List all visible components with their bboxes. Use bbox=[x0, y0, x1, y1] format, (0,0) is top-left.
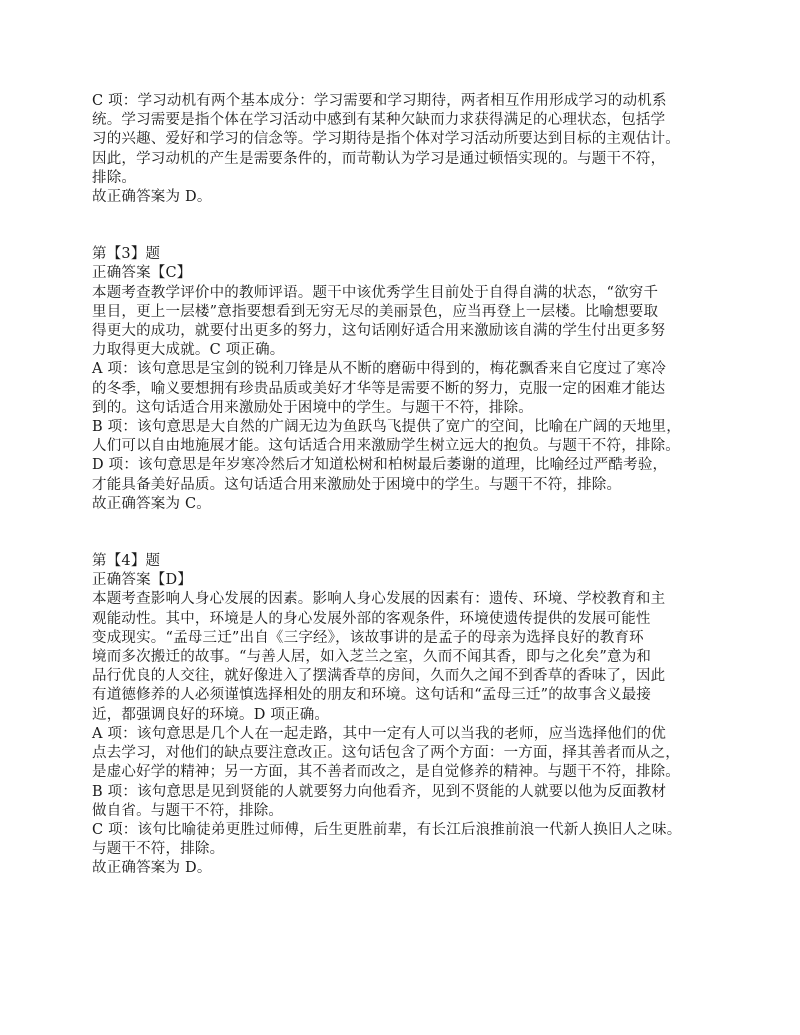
intro-line: 因此，学习动机的产生是需要条件的，而苛勒认为学习是通过顿悟实现的。与题干不符， bbox=[92, 150, 666, 167]
question-3-answer: 正确答案【C】 bbox=[92, 265, 192, 282]
question-3-line: 里目，更上一层楼”意指要想看到无穷无尽的美丽景色，应当再登上一层楼。比喻想要取 bbox=[92, 303, 659, 320]
question-4-line: 境而多次搬迁的故事。“与善人居，如入芝兰之室，久而不闻其香，即与之化矣”意为和 bbox=[92, 649, 652, 666]
question-3-line: 本题考查教学评价中的教师评语。题干中该优秀学生目前处于自得自满的状态，“欲穷千 bbox=[92, 284, 659, 301]
intro-line: C 项：学习动机有两个基本成分：学习需要和学习期待，两者相互作用形成学习的动机系 bbox=[92, 93, 667, 109]
question-4-section bbox=[92, 552, 720, 878]
question-3-line: 人们可以自由地施展才能。这句话适合用来激励学生树立远大的抱负。与题干不符，排除。 bbox=[92, 438, 680, 455]
question-4-line: 做自省。与题干不符，排除。 bbox=[92, 802, 284, 819]
question-3-line: 到的。这句话适合用来激励处于困境中的学生。与题干不符，排除。 bbox=[92, 399, 533, 416]
question-3-line: 得更大的成功，就要付出更多的努力，这句话刚好适合用来激励该自满的学生付出更多努 bbox=[92, 323, 666, 340]
question-3-final-answer: 故正确答案为 C。 bbox=[92, 495, 212, 512]
question-4-line: 点去学习，对他们的缺点要注意改正。这句话包含了两个方面：一方面，择其善者而从之， bbox=[92, 745, 680, 762]
question-4-line: A 项：该句意思是几个人在一起走路，其中一定有人可以当我的老师，应当选择他们的优 bbox=[92, 725, 667, 742]
intro-line: 排除。 bbox=[92, 169, 137, 186]
question-3-line: A 项：该句意思是宝剑的锐利刀锋是从不断的磨砺中得到的，梅花飘香来自它度过了寒冷 bbox=[92, 361, 667, 378]
question-3-line: B 项：该句意思是大自然的广阔无边为鱼跃鸟飞提供了宽广的空间，比喻在广阔的天地里， bbox=[92, 419, 681, 436]
question-3-section bbox=[92, 245, 720, 514]
intro-line: 统。学习需要是指个体在学习活动中感到有某种欠缺而力求获得满足的心理状态，包括学 bbox=[92, 112, 666, 129]
question-4-line: C 项：该句比喻徒弟更胜过师傅，后生更胜前辈，有长江后浪推前浪一代新人换旧人之味。 bbox=[92, 821, 682, 838]
question-3-title: 第【3】题 bbox=[92, 246, 161, 263]
question-4-line: 变成现实。“孟母三迁”出自《三字经》，该故事讲的是孟子的母亲为选择良好的教育环 bbox=[92, 629, 644, 646]
intro-line: 习的兴趣、爱好和学习的信念等。学习期待是指个体对学习活动所要达到目标的主观估计。 bbox=[92, 131, 680, 148]
question-4-line: 近，都强调良好的环境。D 项正确。 bbox=[92, 706, 330, 723]
question-4-answer: 正确答案【D】 bbox=[92, 572, 193, 589]
question-3-line: 才能具备美好品质。这句话适合用来激励处于困境中的学生。与题干不符，排除。 bbox=[92, 476, 622, 493]
question-4-line: 是虚心好学的精神；另一方面，其不善者而改之，是自觉修养的精神。与题干不符，排除。 bbox=[92, 764, 680, 781]
question-4-line: 观能动性。其中，环境是人的身心发展外部的客观条件，环境使遗传提供的发展可能性 bbox=[92, 610, 651, 627]
intro-answer-line: 故正确答案为 D。 bbox=[92, 189, 212, 206]
question-3-line: D 项：该句意思是年岁寒冷然后才知道松树和柏树最后萎谢的道理，比喻经过严酷考验， bbox=[92, 457, 668, 474]
question-3-line: 力取得更大成就。C 项正确。 bbox=[92, 342, 285, 359]
question-4-line: 有道德修养的人必须谨慎选择相处的朋友和环境。这句话和“孟母三迁”的故事含义最接 bbox=[92, 687, 652, 704]
document-page bbox=[92, 92, 720, 879]
question-4-title: 第【4】题 bbox=[92, 553, 161, 570]
question-4-final-answer: 故正确答案为 D。 bbox=[92, 860, 212, 877]
question-4-line: 品行优良的人交往，就好像进入了摆满香草的房间，久而久之闻不到香草的香味了，因此 bbox=[92, 668, 666, 685]
question-3-line: 的冬季，喻义要想拥有珍贵品质或美好才华等是需要不断的努力，克服一定的困难才能达 bbox=[92, 380, 666, 397]
question-4-line: 本题考查影响人身心发展的因素。影响人身心发展的因素有：遗传、环境、学校教育和主 bbox=[92, 591, 666, 608]
question-4-line: 与题干不符，排除。 bbox=[92, 841, 225, 858]
intro-section bbox=[92, 92, 720, 207]
question-4-line: B 项：该句意思是见到贤能的人就要努力向他看齐，见到不贤能的人就要以他为反面教材 bbox=[92, 783, 667, 800]
